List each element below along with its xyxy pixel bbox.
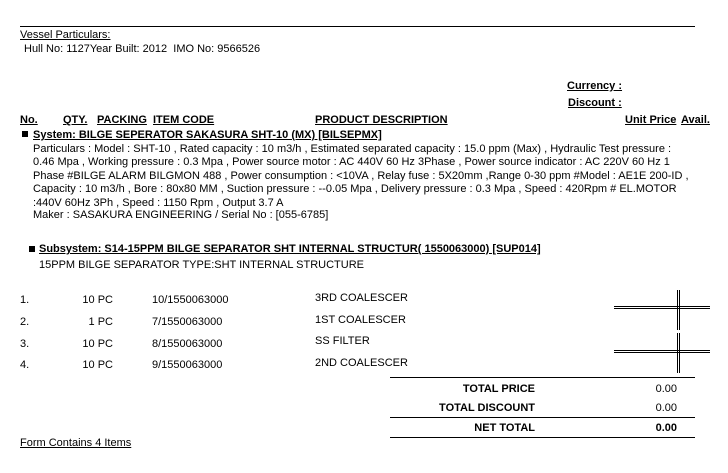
imo-no: 9566526 [217, 43, 261, 55]
col-qty: QTY. [63, 114, 88, 126]
total-discount-label: TOTAL DISCOUNT [439, 402, 535, 414]
total-price-value: 0.00 [655, 383, 677, 395]
form-contains-items: Form Contains 4 Items [20, 437, 132, 449]
item-qty: 10 PC [82, 359, 113, 371]
vessel-info-line [24, 43, 260, 56]
col-item-code: ITEM CODE [153, 114, 215, 126]
hull-label: Hull No: [24, 43, 64, 55]
item-qty: 10 PC [82, 294, 113, 306]
net-total-value: 0.00 [655, 422, 677, 434]
imo-label: IMO No: [173, 43, 215, 55]
item-code: 8/1550063000 [152, 338, 223, 350]
item-description: 2ND COALESCER [315, 357, 408, 369]
item-no: 2. [20, 316, 30, 328]
price-grid-line [677, 333, 680, 373]
item-description: 3RD COALESCER [315, 292, 408, 304]
col-unit-price: Unit Price [625, 114, 677, 126]
hull-no: 1127 [66, 43, 90, 55]
col-packing: PACKING [97, 114, 147, 126]
year-label: Year Built: [89, 43, 140, 55]
price-grid-line [614, 350, 710, 353]
item-no: 3. [20, 338, 30, 350]
subsystem-title: Subsystem: S14-15PPM BILGE SEPARATOR SHT INTERNAL STRUCTUR( 1550063000) [SUP014] [39, 243, 541, 255]
subsystem-description: 15PPM BILGE SEPARATOR TYPE:SHT INTERNAL STRUCTURE [39, 259, 364, 271]
system-maker: Maker : SASAKURA ENGINEERING / Serial No : [055-6785] [33, 209, 329, 221]
subsystem-bullet [29, 246, 35, 252]
col-avail: Avail. [681, 114, 710, 126]
price-grid-line [677, 290, 680, 330]
totals-rule-mid [390, 417, 695, 418]
item-code: 10/1550063000 [152, 294, 229, 306]
item-code: 9/1550063000 [152, 359, 223, 371]
totals-rule-bottom [390, 437, 695, 438]
item-code: 7/1550063000 [152, 316, 223, 328]
system-particulars: Particulars : Model : SHT-10 , Rated capacity : 10 m3/h , Estimated separated capacity : 15.0 ppm (Max) , Hydraulic Test pressure : 0.46 Mpa , Working pressure : 0.3 Mpa , Power source motor : AC 440V 60 Hz 3Phase , Power source indicator : AC 220V 60 Hz 1 Phase #BILGE ALARM BILGMON 488 , Power consumption : <10VA , Relay fuse : 5X20mm ,Range 0-30 ppm #Model : AE1E 200-ID , Capacity : 10 m3/h , Bore : 80x80 MM , Suction pressure : --0.05 Mpa , Delivery pressure : 0.3 Mpa , Speed : 420Rpm # EL.MOTOR :440V 60Hz 3Ph , Speed : 1150 Rpm , Output 3.7 A [33, 143, 689, 209]
item-qty: 10 PC [82, 338, 113, 350]
discount-label: Discount : [568, 97, 622, 109]
price-grid-line [614, 306, 710, 309]
item-qty: 1 PC [88, 316, 113, 328]
year-built: 2012 [142, 43, 168, 55]
col-no: No. [20, 114, 38, 126]
net-total-label: NET TOTAL [474, 422, 535, 434]
top-rule [20, 26, 695, 27]
item-description: SS FILTER [315, 335, 370, 347]
system-title: System: BILGE SEPERATOR SAKASURA SHT-10 (MX) [BILSEPMX] [33, 129, 382, 141]
col-product-description: PRODUCT DESCRIPTION [315, 114, 448, 126]
item-no: 4. [20, 359, 30, 371]
vessel-particulars-title: Vessel Particulars: [20, 29, 111, 41]
currency-label: Currency : [567, 80, 623, 92]
item-description: 1ST COALESCER [315, 314, 406, 326]
item-no: 1. [20, 294, 30, 306]
total-price-label: TOTAL PRICE [462, 383, 535, 395]
system-bullet [22, 131, 28, 137]
totals-rule-top [390, 377, 695, 378]
total-discount-value: 0.00 [655, 402, 677, 414]
